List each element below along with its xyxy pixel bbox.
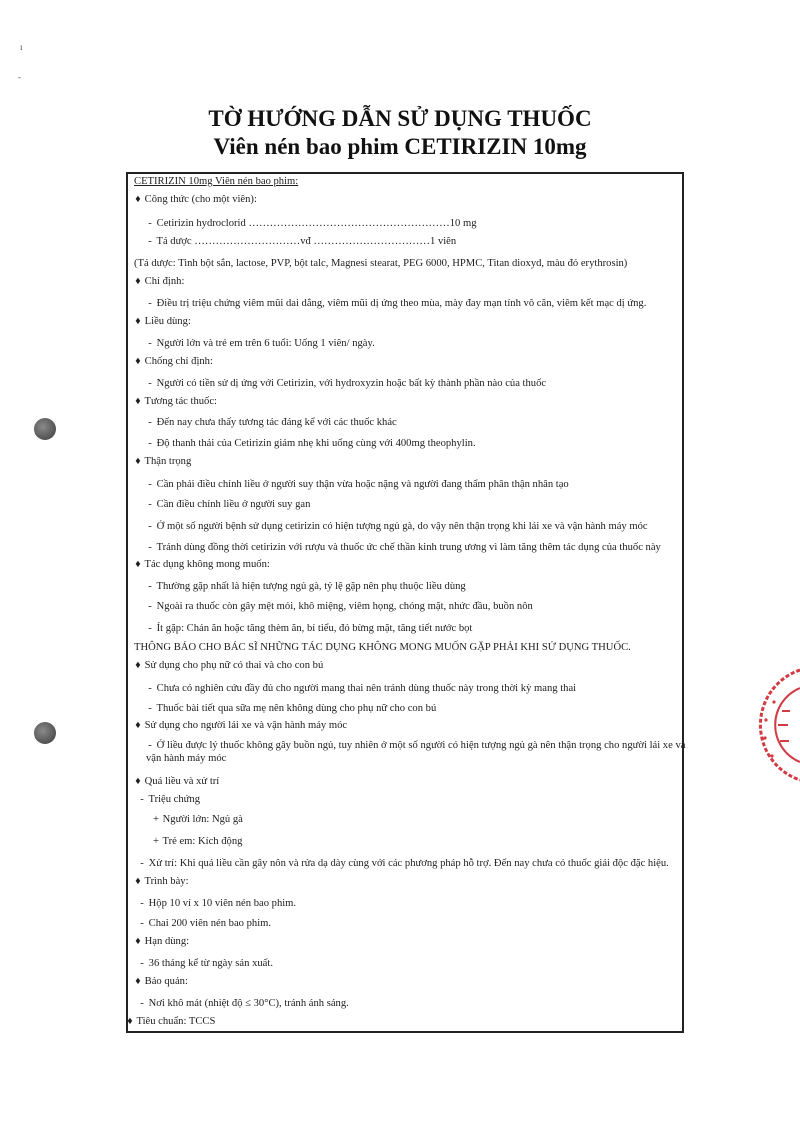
document-line	[146, 498, 310, 511]
document-line	[138, 857, 669, 870]
line-text: Chai 200 viên nén bao phim.	[148, 918, 272, 929]
punch-hole-bottom	[34, 722, 56, 744]
line-text: Cần điều chỉnh liều ở người suy gan	[156, 499, 311, 510]
list-marker: -	[148, 703, 152, 714]
line-text: Thường gặp nhất là hiện tượng ngủ gà, tỷ lệ gặp nên phụ thuộc liều dùng	[156, 581, 466, 592]
bullet-diamond-icon: ♦	[135, 356, 141, 367]
list-marker: +	[153, 814, 159, 825]
document-line	[134, 315, 191, 328]
document-line	[146, 600, 533, 613]
document-line	[134, 455, 191, 468]
line-text: Trình bày:	[144, 876, 189, 887]
bullet-diamond-icon: ♦	[135, 194, 141, 205]
line-text: Quá liều và xử trí	[144, 776, 220, 787]
line-text: CETIRIZIN 10mg Viên nén bao phim:	[134, 176, 299, 187]
list-marker: -	[148, 521, 152, 532]
list-marker: -	[148, 581, 152, 592]
red-stamp	[752, 660, 800, 790]
document-line	[138, 793, 200, 806]
line-text: Cần phải điều chỉnh liều ở người suy thận vừa hoặc nặng và người đang thẩm phân thận nhân tạo	[156, 479, 569, 490]
line-text: Chưa có nghiên cứu đầy đủ cho người mang thai nên tránh dùng thuốc này trong thời kỳ mang thai	[156, 683, 577, 694]
line-text: Chỉ định:	[144, 276, 185, 287]
document-line	[138, 917, 271, 930]
list-marker: -	[148, 218, 152, 229]
line-text: Tác dụng không mong muốn:	[144, 559, 270, 570]
line-text: Tiêu chuẩn: TCCS	[136, 1016, 216, 1027]
document-line	[134, 275, 184, 288]
line-text: Sử dụng cho người lái xe và vận hành máy móc	[144, 720, 348, 731]
list-marker: -	[148, 623, 152, 634]
line-text: Người lớn: Ngủ gà	[162, 814, 243, 825]
document-line	[146, 437, 476, 450]
line-text: Thận trọng	[144, 456, 192, 467]
list-marker: -	[148, 542, 152, 553]
document-line	[146, 217, 477, 230]
document-line	[146, 682, 576, 695]
document-line	[146, 702, 436, 715]
line-text: Công thức (cho một viên):	[144, 194, 257, 205]
document-line	[134, 257, 627, 270]
bullet-diamond-icon: ♦	[135, 876, 141, 887]
line-text: Người có tiền sử dị ứng với Cetirizin, với hydroxyzin hoặc bất kỳ thành phần nào của thuốc	[156, 378, 547, 389]
document-line	[134, 935, 189, 948]
line-text: THÔNG BÁO CHO BÁC SĨ NHỮNG TÁC DỤNG KHÔNG MONG MUỐN GẶP PHẢI KHI SỬ DỤNG THUỐC.	[134, 642, 631, 653]
document-subtitle: Viên nén bao phim CETIRIZIN 10mg	[213, 134, 587, 159]
document-line	[152, 813, 243, 826]
document-line	[134, 193, 257, 206]
document-line	[134, 875, 189, 888]
document-line	[134, 975, 188, 988]
list-marker: -	[148, 417, 152, 428]
document-line	[146, 416, 397, 429]
line-text: Tránh dùng đồng thời cetirizin với rượu và thuốc ức chế thần kinh trung ương vì làm tăng thêm tác dụng của thuốc này	[156, 542, 661, 553]
line-text: Ít gặp: Chán ăn hoặc tăng thèm ăn, bí tiểu, đỏ bừng mặt, tăng tiết nước bọt	[156, 623, 473, 634]
list-marker: -	[140, 794, 144, 805]
line-text: Hộp 10 vỉ x 10 viên nén bao phim.	[148, 898, 297, 909]
document-line	[134, 719, 347, 732]
line-text: Chống chỉ định:	[144, 356, 213, 367]
list-marker: -	[140, 898, 144, 909]
line-text: (Tá dược: Tinh bột sắn, lactose, PVP, bột talc, Magnesi stearat, PEG 6000, HPMC, Titan dioxyd, màu đỏ erythrosin)	[134, 258, 628, 269]
line-text: Sử dụng cho phụ nữ có thai và cho con bú	[144, 660, 324, 671]
document-line	[146, 739, 686, 765]
bullet-diamond-icon: ♦	[135, 456, 141, 467]
document-line	[146, 337, 375, 350]
line-text: Nơi khô mát (nhiệt độ ≤ 30°C), tránh ánh sáng.	[148, 998, 349, 1009]
document-line	[138, 897, 296, 910]
scan-mark: -	[18, 72, 21, 82]
document-line	[134, 558, 270, 571]
document-line	[152, 835, 242, 848]
punch-hole-top	[34, 418, 56, 440]
line-text: Ở liều được lý thuốc không gây buồn ngủ, tuy nhiên ở một số người có hiện tượng ngủ gà nên thận trọng cho người lái xe và vận hành máy móc	[146, 740, 686, 764]
document-line	[134, 659, 323, 672]
document-title: TỜ HƯỚNG DẪN SỬ DỤNG THUỐC	[208, 106, 592, 131]
line-text: Bảo quản:	[144, 976, 188, 987]
list-marker: -	[148, 499, 152, 510]
list-marker: -	[140, 958, 144, 969]
document-line	[146, 580, 466, 593]
list-marker: -	[140, 998, 144, 1009]
list-marker: -	[148, 601, 152, 612]
bullet-diamond-icon: ♦	[135, 936, 141, 947]
list-marker: -	[140, 858, 144, 869]
list-marker: -	[140, 918, 144, 929]
document-line	[134, 641, 631, 654]
line-text: Hạn dùng:	[144, 936, 190, 947]
list-marker: -	[148, 378, 152, 389]
document-line	[134, 355, 213, 368]
line-text: Tá dược …………………………vđ ……………………………1 viên	[156, 236, 457, 247]
bullet-diamond-icon: ♦	[135, 976, 141, 987]
document-line	[146, 377, 546, 390]
document-line	[146, 478, 569, 491]
document-line	[146, 235, 456, 248]
document-line	[138, 957, 273, 970]
list-marker: -	[148, 479, 152, 490]
line-text: 36 tháng kể từ ngày sản xuất.	[148, 958, 273, 969]
line-text: Điều trị triệu chứng viêm mũi dai dẳng, viêm mũi dị ứng theo mùa, mày đay mạn tính vô căn, viêm kết mạc dị ứng.	[156, 298, 647, 309]
line-text: Ngoài ra thuốc còn gây mệt mỏi, khô miệng, viêm họng, chóng mặt, nhức đầu, buồn nôn	[156, 601, 533, 612]
list-marker: -	[148, 740, 152, 751]
bullet-diamond-icon: ♦	[127, 1016, 133, 1027]
line-text: Liều dùng:	[144, 316, 191, 327]
line-text: Triệu chứng	[148, 794, 201, 805]
bullet-diamond-icon: ♦	[135, 660, 141, 671]
document-line	[138, 997, 349, 1010]
line-text: Người lớn và trẻ em trên 6 tuổi: Uống 1 viên/ ngày.	[156, 338, 375, 349]
bullet-diamond-icon: ♦	[135, 396, 141, 407]
document-line	[146, 541, 661, 554]
document-line	[134, 775, 219, 788]
bullet-diamond-icon: ♦	[135, 720, 141, 731]
line-text: Cetirizin hydroclorid …………………………………………………10 mg	[156, 218, 477, 229]
list-marker: -	[148, 298, 152, 309]
line-text: Xử trí: Khi quá liều cần gây nôn và rửa dạ dày cùng với các phương pháp hỗ trợ. Đến nay chưa có thuốc giải độc đặc hiệu.	[148, 858, 669, 869]
document-line	[146, 520, 648, 533]
line-text: Tương tác thuốc:	[144, 396, 218, 407]
bullet-diamond-icon: ♦	[135, 316, 141, 327]
list-marker: -	[148, 338, 152, 349]
list-marker: +	[153, 836, 159, 847]
bullet-diamond-icon: ♦	[135, 776, 141, 787]
document-line	[126, 1015, 215, 1028]
line-text: Thuốc bài tiết qua sữa mẹ nên không dùng cho phụ nữ cho con bú	[156, 703, 437, 714]
line-text: Đến nay chưa thấy tương tác đáng kể với các thuốc khác	[156, 417, 397, 428]
document-line	[134, 175, 298, 188]
line-text: Ở một số người bệnh sử dụng cetirizin có hiện tượng ngủ gà, do vậy nên thận trọng khi lái xe và vận hành máy móc	[156, 521, 648, 532]
bullet-diamond-icon: ♦	[135, 276, 141, 287]
bullet-diamond-icon: ♦	[135, 559, 141, 570]
document-line	[146, 297, 646, 310]
document-line	[134, 395, 217, 408]
line-text: Độ thanh thải của Cetirizin giảm nhẹ khi uống cùng với 400mg theophylin.	[156, 438, 476, 449]
scan-mark: ı	[20, 42, 23, 52]
list-marker: -	[148, 438, 152, 449]
list-marker: -	[148, 683, 152, 694]
line-text: Trẻ em: Kích động	[162, 836, 243, 847]
document-line	[146, 622, 472, 635]
list-marker: -	[148, 236, 152, 247]
